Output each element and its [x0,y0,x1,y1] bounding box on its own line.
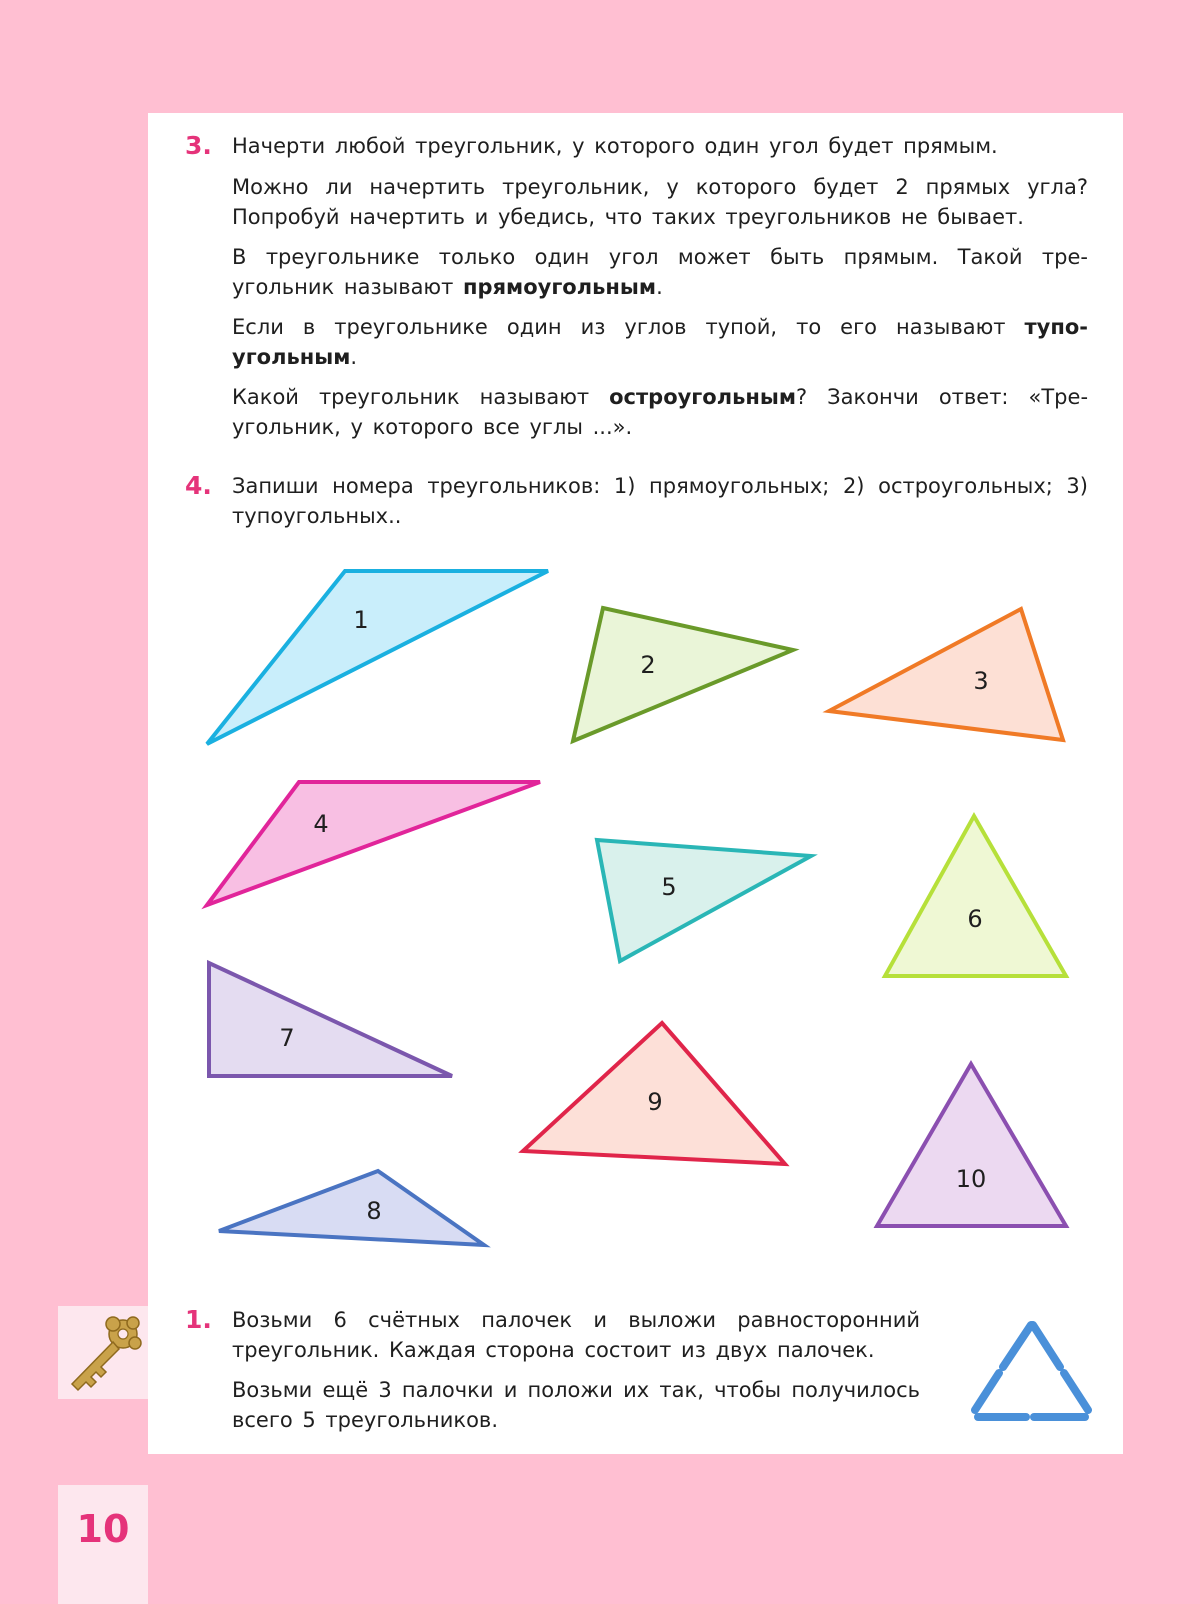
triangle-7 [209,963,452,1076]
text: Какой треугольник называют [232,385,610,409]
triangle-label: 9 [647,1088,663,1116]
triangle-2 [573,608,793,741]
key-badge [58,1306,148,1399]
triangle-label: 3 [973,667,989,695]
page-number-box [58,1485,148,1604]
triangle-4 [207,782,540,905]
term-bold: тупоугольным [232,315,1088,369]
triangle-label: 6 [967,905,983,933]
paragraph: Начерти любой треугольник, у которого один угол будет прямым. [232,134,998,158]
triangle-label: 4 [313,810,329,838]
triangle-label: 5 [661,873,677,901]
text: В треугольнике только один угол может быть прямым. Такой треугольник называют [232,245,1088,299]
triangle-10 [877,1064,1066,1226]
text: . [656,275,663,299]
triangle-label: 8 [366,1197,382,1225]
paragraph: Возьми ещё 3 палочки и положи их так, чтобы получилось всего 5 треугольников. [232,1378,920,1432]
text: . [350,345,358,369]
stick [1033,1325,1060,1367]
triangle-label: 10 [955,1165,987,1193]
triangle-label: 2 [640,651,656,679]
task-number: 3. [185,131,212,160]
text: ? Закончи ответ: «Треугольник, у которого все углы ...». [232,385,1089,439]
sticks-triangle-icon [975,1325,1088,1417]
triangle-5 [597,840,811,961]
stick [975,1373,999,1410]
triangle-3 [829,609,1063,740]
triangle-6 [885,816,1066,976]
triangle-1 [207,571,548,744]
term-bold: прямоугольным [463,275,657,299]
stick [1003,1325,1031,1367]
paragraph: Возьми 6 счётных палочек и выложи равносторонний треугольник. Каждая сторона состоит из двух палочек. [232,1308,920,1362]
page-number: 10 [76,1507,130,1551]
term-bold: остроугольным [609,385,797,409]
stick [1064,1373,1088,1410]
key-icon [58,1306,148,1399]
paragraph: Запиши номера треугольников: 1) прямоугольных; 2) остроугольных; 3) тупоугольных.. [232,474,1088,528]
paragraph: Можно ли начертить треугольник, у которого будет 2 прямых угла? Попробуй начертить и убедись, что таких треугольников не бывает. [232,175,1088,229]
triangle-label: 7 [279,1024,295,1052]
task-number: 4. [185,471,212,500]
triangle-8 [219,1171,484,1245]
triangle-label: 1 [353,606,369,634]
task-number: 1. [185,1305,212,1334]
text: Если в треугольнике один из углов тупой, то его называют [232,315,1025,339]
